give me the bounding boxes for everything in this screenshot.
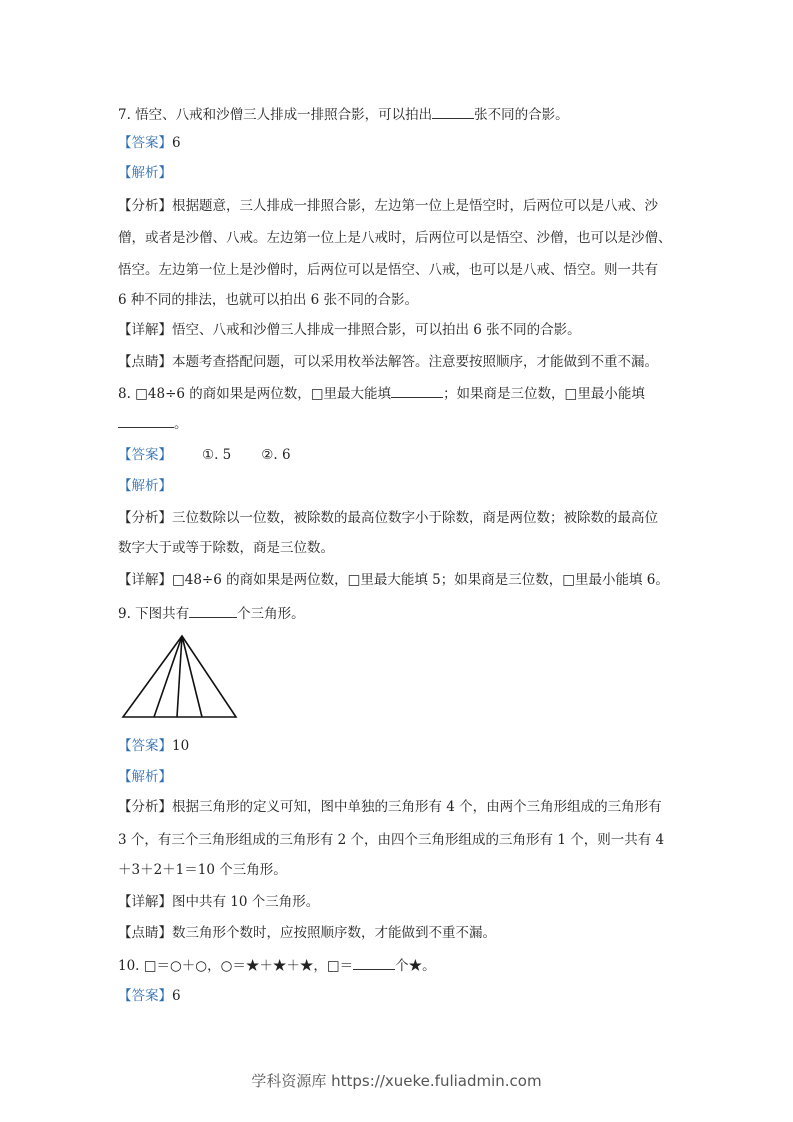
- q9-answer-value: 10: [172, 738, 190, 754]
- q7-question: [118, 104, 569, 125]
- q8-question-text-b: ；如果商是三位数，□里最小能填: [443, 386, 645, 402]
- q7-question-text-a: 7. 悟空、八戒和沙僧三人排成一排照合影，可以拍出: [118, 107, 433, 123]
- q8-fenxi-tag: 【分析】: [118, 510, 172, 526]
- q7-answer-blank: [432, 104, 474, 119]
- q8-answer-value-2: ②. 6: [261, 447, 291, 463]
- q10-question-text-b: 个★。: [395, 958, 436, 974]
- q8-question-text-a: 8. □48÷6 的商如果是两位数，□里最大能填: [118, 386, 392, 402]
- q7-answer-value: 6: [172, 135, 181, 151]
- q9-fenxi-text-2: 3 个，有三个三角形组成的三角形有 2 个，由四个三角形组成的三角形有 1 个，则一共有 4: [118, 832, 665, 848]
- q10-question: [118, 955, 436, 976]
- q8-fenxi-text-1: 三位数除以一位数，被除数的最高位数字小于除数，商是两位数；被除数的最高位: [172, 510, 658, 526]
- q9-detail-text: 图中共有 10 个三角形。: [172, 894, 320, 910]
- q8-analysis-tag: 【解析】: [118, 478, 172, 494]
- q10-question-text-a: 10. □＝○＋○，○＝★＋★＋★，□＝: [118, 958, 354, 974]
- q9-fenxi-line-2: [118, 830, 664, 850]
- q7-dianjing: [118, 352, 658, 372]
- q9-dianjing-tag: 【点睛】: [118, 925, 172, 941]
- q8-answer-blank-2: [118, 413, 174, 428]
- q9-answer-tag: 【答案】: [118, 738, 172, 754]
- q8-answer-tag: 【答案】: [118, 447, 172, 463]
- q10-answer: [118, 986, 181, 1006]
- inner-line-3: [182, 636, 202, 717]
- q9-fenxi-line-1: [118, 797, 662, 817]
- q7-analysis-heading: [118, 163, 172, 183]
- q10-answer-blank: [353, 955, 395, 970]
- q7-fenxi-text-4: 6 种不同的排法，也就可以拍出 6 张不同的合影。: [118, 292, 419, 308]
- q9-analysis-heading: [118, 767, 172, 787]
- q7-fenxi-line-1: [118, 196, 658, 216]
- q9-detail-tag: 【详解】: [118, 894, 172, 910]
- q7-answer: [118, 133, 181, 153]
- q7-detail: [118, 320, 581, 340]
- q10-answer-tag: 【答案】: [118, 988, 172, 1004]
- q9-fenxi-line-3: [118, 860, 287, 880]
- q7-fenxi-line-3: [118, 260, 658, 280]
- q8-analysis-heading: [118, 476, 172, 496]
- q9-fenxi-text-3: ＋3＋2＋1＝10 个三角形。: [118, 862, 287, 878]
- q8-detail-tag: 【详解】: [118, 572, 172, 588]
- triangle-figure: [118, 634, 243, 722]
- q8-question: [118, 383, 645, 404]
- q8-question-end: 。: [174, 416, 188, 432]
- q7-fenxi-text-1: 根据题意，三人排成一排照合影，左边第一位上是悟空时，后两位可以是八戒、沙: [172, 198, 658, 214]
- q8-answer-blank-1: [391, 383, 443, 398]
- q10-answer-value: 6: [172, 988, 181, 1004]
- q9-analysis-tag: 【解析】: [118, 769, 172, 785]
- q7-fenxi-line-4: [118, 290, 418, 310]
- q8-fenxi-text-2: 数字大于或等于除数，商是三位数。: [118, 540, 334, 556]
- q9-detail: [118, 892, 319, 912]
- q7-analysis-tag: 【解析】: [118, 165, 172, 181]
- q7-dianjing-tag: 【点睛】: [118, 354, 172, 370]
- q9-question: [118, 603, 305, 624]
- q7-fenxi-text-2: 僧，或者是沙僧、八戒。左边第一位上是八戒时，后两位可以是悟空、沙僧，也可以是沙僧、: [118, 230, 672, 246]
- q8-detail: [118, 570, 669, 590]
- q9-fenxi-tag: 【分析】: [118, 799, 172, 815]
- q8-question-cont: [118, 413, 188, 434]
- q9-question-text-b: 个三角形。: [237, 606, 305, 622]
- q7-fenxi-text-3: 悟空。左边第一位上是沙僧时，后两位可以是悟空、八戒，也可以是八戒、悟空。则一共有: [118, 262, 658, 278]
- q9-question-text-a: 9. 下图共有: [118, 606, 190, 622]
- q9-answer-blank: [189, 603, 237, 618]
- q7-fenxi-tag: 【分析】: [118, 198, 172, 214]
- q7-question-text-b: 张不同的合影。: [474, 107, 569, 123]
- q8-answer: [118, 445, 291, 465]
- q9-fenxi-text-1: 根据三角形的定义可知，图中单独的三角形有 4 个，由两个三角形组成的三角形有: [172, 799, 662, 815]
- q9-answer: [118, 736, 189, 756]
- q8-fenxi-line-2: [118, 538, 334, 558]
- q8-fenxi-line-1: [118, 508, 658, 528]
- q9-dianjing: [118, 923, 496, 943]
- q7-detail-tag: 【详解】: [118, 322, 172, 338]
- q9-dianjing-text: 数三角形个数时，应按照顺序数，才能做到不重不漏。: [172, 925, 496, 941]
- q7-detail-text: 悟空、八戒和沙僧三人排成一排照合影，可以拍出 6 张不同的合影。: [172, 322, 581, 338]
- q7-fenxi-line-2: [118, 228, 672, 248]
- q7-dianjing-text: 本题考查搭配问题，可以采用枚举法解答。注意要按照顺序，才能做到不重不漏。: [172, 354, 658, 370]
- q7-answer-tag: 【答案】: [118, 135, 172, 151]
- q8-answer-value-1: ①. 5: [202, 447, 232, 463]
- q8-detail-text: □48÷6 的商如果是两位数，□里最大能填 5；如果商是三位数，□里最小能填 6。: [172, 572, 669, 588]
- page-footer: 学科资源库 https://xueke.fuliadmin.com: [251, 1072, 542, 1090]
